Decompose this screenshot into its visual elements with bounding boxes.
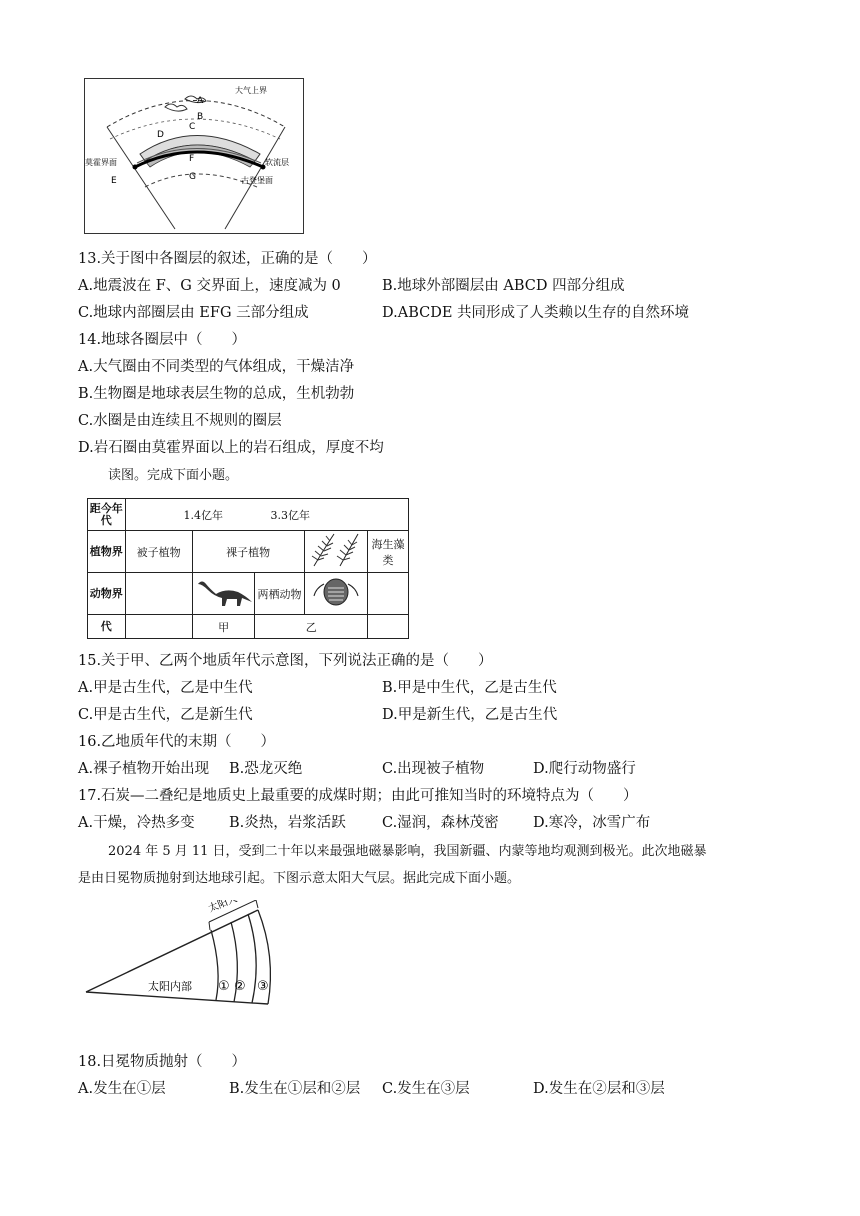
q16-option-c[interactable]: C.出现被子植物 — [382, 761, 485, 777]
q14-option-b[interactable]: B.生物圈是地球表层生物的总成，生机勃勃 — [78, 386, 355, 402]
cell-gymnosperm: 裸子植物 — [192, 531, 304, 573]
q15-option-d[interactable]: D.甲是新生代，乙是古生代 — [382, 707, 558, 723]
q16-option-d[interactable]: D.爬行动物盛行 — [533, 761, 636, 777]
row-header-plant: 植物界 — [88, 531, 126, 573]
q17-option-b[interactable]: B.炎热，岩浆活跃 — [229, 815, 346, 831]
label-layer-1: ① — [218, 979, 230, 994]
q15-option-b[interactable]: B.甲是中生代，乙是古生代 — [382, 680, 557, 696]
q13-option-b[interactable]: B.地球外部圈层由 ABCD 四部分组成 — [382, 278, 625, 294]
q17-option-d[interactable]: D.寒冷，冰雪广布 — [533, 815, 651, 831]
q18-option-b[interactable]: B.发生在①层和②层 — [229, 1081, 361, 1097]
q17-stem: 17.石炭—二叠纪是地质史上最重要的成煤时期；由此可推知当时的环境特点为（ ） — [78, 788, 638, 804]
q16-option-a[interactable]: A.裸子植物开始出现 — [78, 761, 210, 777]
q15-stem: 15.关于甲、乙两个地质年代示意图，下列说法正确的是（ ） — [78, 653, 493, 669]
label-solar-interior: 太阳内部 — [148, 980, 192, 993]
label-D: D — [157, 130, 164, 140]
q13-stem: 13.关于图中各圈层的叙述，正确的是（ ） — [78, 251, 377, 267]
q13-option-a[interactable]: A.地震波在 F、G 交界面上，速度减为 0 — [78, 278, 341, 294]
q13-option-d[interactable]: D.ABCDE 共同形成了人类赖以生存的自然环境 — [382, 305, 690, 321]
trilobite-icon — [304, 573, 368, 615]
q18-stem: 18.日冕物质抛射（ ） — [78, 1054, 247, 1070]
q15-option-c[interactable]: C.甲是古生代，乙是新生代 — [78, 707, 253, 723]
label-F: F — [189, 154, 195, 164]
q16-option-b[interactable]: B.恐龙灭绝 — [229, 761, 303, 777]
q14-option-d[interactable]: D.岩石圈由莫霍界面以上的岩石组成，厚度不均 — [78, 440, 384, 456]
cell-era-yi: 乙 — [255, 615, 368, 639]
label-E: E — [111, 176, 117, 186]
cell-angiosperm: 被子植物 — [125, 531, 192, 573]
label-layer-3: ③ — [257, 979, 269, 994]
label-asthenosphere: 软流层 — [265, 158, 289, 167]
solar-atmosphere-diagram — [82, 900, 302, 1010]
time-1-4: 1.4亿年 — [183, 508, 224, 522]
earth-layers-diagram — [85, 79, 303, 233]
q18-option-d[interactable]: D.发生在②层和③层 — [533, 1081, 665, 1097]
q14-option-a[interactable]: A.大气圈由不同类型的气体组成，干燥洁净 — [78, 359, 355, 375]
label-layer-2: ② — [234, 979, 246, 994]
q18-option-a[interactable]: A.发生在①层 — [78, 1081, 166, 1097]
label-A: A — [197, 96, 204, 106]
label-moho: 莫霍界面 — [85, 158, 117, 167]
intro-geomagnetic-line2: 是由日冕物质抛射到达地球引起。下图示意太阳大气层。据此完成下面小题。 — [78, 871, 521, 886]
time-3-3: 3.3亿年 — [270, 508, 311, 522]
label-G: G — [189, 172, 196, 182]
cell-era-jia: 甲 — [192, 615, 255, 639]
q17-option-a[interactable]: A.干燥，冷热多变 — [78, 815, 195, 831]
label-B: B — [197, 112, 204, 122]
fern-icon — [304, 531, 368, 573]
q15-option-a[interactable]: A.甲是古生代，乙是中生代 — [78, 680, 253, 696]
dinosaur-icon — [192, 573, 255, 615]
solar-atmosphere-figure — [82, 900, 302, 1010]
cell-amphibian: 两栖动物 — [255, 573, 304, 615]
intro-read-figure: 读图。完成下面小题。 — [108, 468, 239, 483]
label-atmosphere-top: 大气上界 — [235, 86, 267, 95]
q18-option-c[interactable]: C.发生在③层 — [382, 1081, 470, 1097]
label-C: C — [189, 122, 196, 132]
geologic-era-table — [87, 498, 409, 639]
q17-option-c[interactable]: C.湿润，森林茂密 — [382, 815, 499, 831]
q14-stem: 14.地球各圈层中（ ） — [78, 332, 247, 348]
q13-option-c[interactable]: C.地球内部圈层由 EFG 三部分组成 — [78, 305, 309, 321]
q16-stem: 16.乙地质年代的末期（ ） — [78, 734, 276, 750]
earth-layers-figure — [84, 78, 304, 234]
label-gutenberg: 古登堡面 — [241, 176, 273, 185]
cell-marine-algae: 海生藻类 — [368, 531, 409, 573]
row-header-era: 代 — [88, 615, 126, 639]
row-header-time: 距今年代 — [88, 499, 126, 531]
label-solar-atmosphere: 太阳大气 — [207, 900, 249, 915]
q14-option-c[interactable]: C.水圈是由连续且不规则的圈层 — [78, 413, 282, 429]
intro-geomagnetic-line1: 2024 年 5 月 11 日，受到二十年以来最强地磁暴影响，我国新疆、内蒙等地均观测到极光。此次地磁暴 — [108, 844, 707, 859]
row-header-animal: 动物界 — [88, 573, 126, 615]
